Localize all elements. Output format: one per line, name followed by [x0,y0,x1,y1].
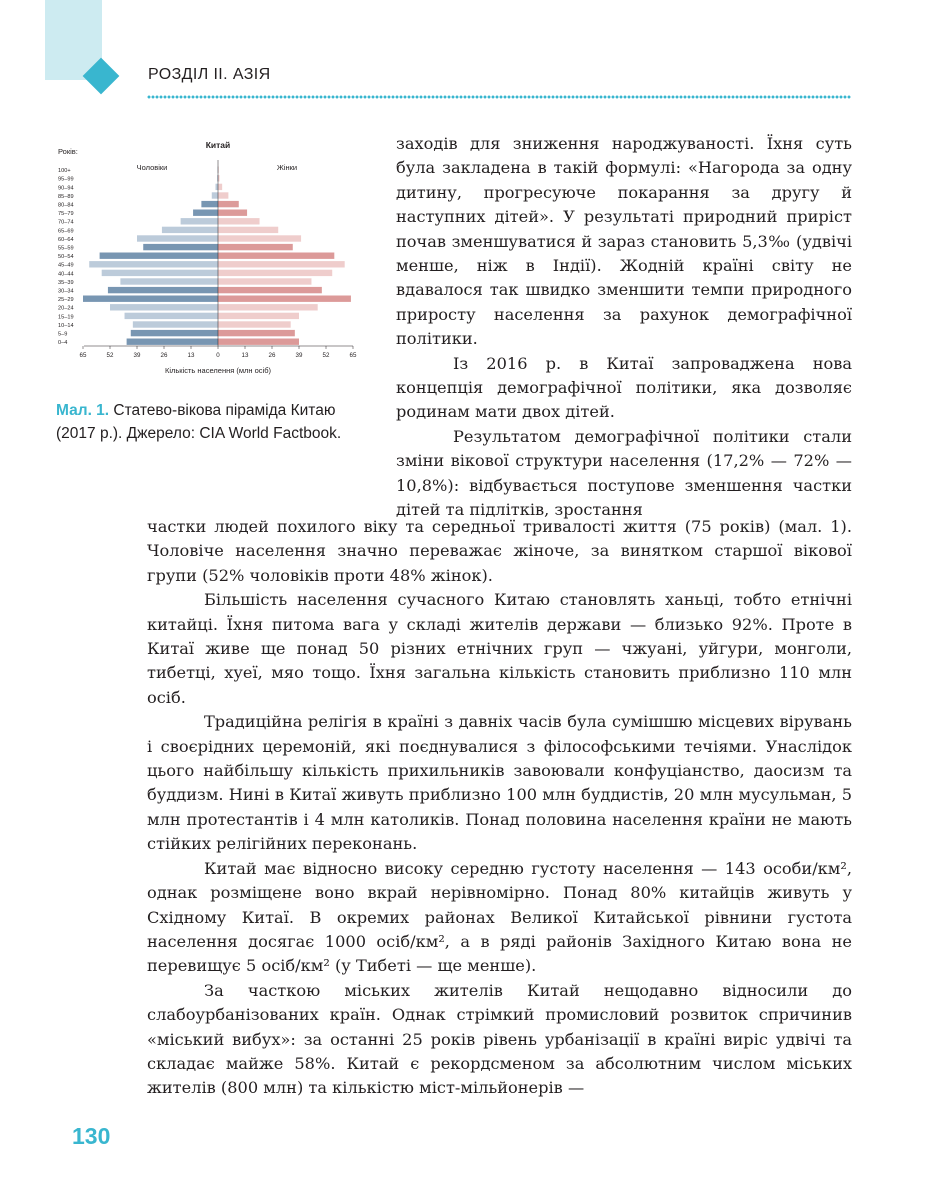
pyramid-bar-female [218,330,295,336]
paragraph: Більшість населення сучасного Китаю становлять ханьці, тобто етнічні китайці. Їхня питома вага у складі жителів держави — близько 92%. Проте в Китаї живе ще понад 50 різних етнічних груп — чжуані, уйгури, монголи, тибетці, хуеї, мяо тощо. Їхня загальна кількість становить приблизно 110 млн осіб. [147,590,852,707]
age-group-label: 95–99 [58,176,74,183]
age-group-label: 85–89 [58,193,74,200]
x-tick-label: 39 [133,352,141,359]
pyramid-bar-male [143,244,218,250]
age-group-label: 5–9 [58,331,68,338]
paragraph: Китай має відносно високу середню густоту населення — 143 особи/км², однак розміщене воно вкрай нерівномірно. Понад 80% китайців живуть у Східному Китаї. В окремих районах Великої Китайської рівнини густота населення досягає 1000 осіб/км², а в ряді районів Західного Китаю вона не перевищує 5 осіб/км² (у Тибеті — ще менше). [147,858,852,976]
age-group-label: 20–24 [58,305,74,312]
chart-xlabel: Кількість населення (млн осіб) [164,366,272,375]
pyramid-bar-female [218,210,247,216]
pyramid-bar-male [131,330,218,336]
pyramid-bar-male [120,278,218,284]
age-group-label: 100+ [58,168,71,175]
pyramid-bar-male [125,313,218,319]
chart-ylabel: Років: [58,147,78,156]
paragraph: Із 2016 р. в Китаї запроваджена нова концепція демографічної політики, яка дозволяє родинам мати двох дітей. [396,353,852,422]
pyramid-bar-male [83,296,218,302]
pyramid-bar-female [218,321,291,327]
pyramid-bar-female [218,270,332,276]
pyramid-bar-female [218,253,334,259]
paragraph: Результатом демографічної політики стали зміни вікової структури населення (17,2% — 72% — 10,8%): відбувається поступове зменшення частки дітей та підлітків, зростання [396,426,852,520]
pyramid-bar-female [218,201,239,207]
pyramid-bar-female [218,235,301,241]
x-tick-label: 26 [160,352,168,359]
pyramid-bar-male [193,210,218,216]
pyramid-bar-male [216,184,218,190]
x-tick-label: 39 [295,352,303,359]
section-title: РОЗДІЛ ІІ. АЗІЯ [148,66,271,83]
dotted-divider [147,94,851,100]
pyramid-bar-male [133,321,218,327]
x-tick-label: 13 [187,352,195,359]
pyramid-bar-female [218,296,351,302]
age-group-label: 30–34 [58,288,74,295]
figure-caption [56,399,356,445]
pyramid-bar-male [137,235,218,241]
x-tick-label: 52 [322,352,330,359]
pyramid-bar-female [218,244,293,250]
pyramid-bar-female [218,278,311,284]
population-pyramid-chart [56,138,366,380]
x-tick-label: 65 [79,352,87,359]
caption-text: Статево-вікова піраміда Китаю (2017 р.). Джерело: CIA World Factbook. [56,402,342,442]
age-group-label: 50–54 [58,254,74,261]
x-tick-label: 65 [349,352,357,359]
x-tick-label: 52 [106,352,114,359]
age-group-label: 10–14 [58,322,74,329]
pyramid-bar-male [108,287,218,293]
age-group-label: 70–74 [58,219,74,226]
paragraph: Традиційна релігія в країні з давніх часів була сумішшю місцевих вірувань і своєрідних церемоній, які поєднувалися з філософськими течіями. Унаслідок цього найбільшу кількість прихильників завоювали конфуціанство, даосизм та буддизм. Нині в Китаї живуть приблизно 100 млн буддистів, 20 млн мусульман, 5 млн протестантів і 4 млн католиків. Понад половина населення країни не мають стійких релігійних переконань. [147,712,852,854]
pyramid-bar-male [110,304,218,310]
pyramid-bar-female [218,287,322,293]
chart-right-label: Жінки [276,163,298,172]
pyramid-bar-female [218,304,318,310]
pyramid-bar-male [127,339,218,345]
pyramid-bar-female [218,313,299,319]
age-group-label: 65–69 [58,228,74,235]
age-group-label: 80–84 [58,202,74,209]
age-group-label: 75–79 [58,211,74,218]
age-group-label: 15–19 [58,314,74,321]
age-group-label: 90–94 [58,185,74,192]
pyramid-bar-male [162,227,218,233]
age-group-label: 35–39 [58,279,74,286]
x-tick-label: 13 [241,352,249,359]
pyramid-bar-female [218,261,345,267]
pyramid-bar-male [181,218,218,224]
caption-label: Мал. 1. [56,402,110,419]
text-column-main [147,515,852,1101]
text-column-top [396,132,852,523]
pyramid-bar-male [100,253,218,259]
pyramid-bar-male [89,261,218,267]
x-tick-label: 26 [268,352,276,359]
chart-left-label: Чоловіки [136,163,168,172]
age-group-label: 25–29 [58,297,74,304]
page-number: 130 [72,1123,111,1149]
paragraph: заходів для зниження народжуваності. Їхня суть була закладена в такій формулі: «Нагорода за одну дитину, прогресуюче покарання за другу й наступних дітей». У результаті природний приріст почав зменшуватися й зараз становить 5,3‰ (удвічі менше, ніж в Індії). Жодній країні світу не вдавалося так швидко зменшити темпи природного приросту населення за рахунок демографічної політики. [396,134,852,349]
pyramid-bar-female [218,184,222,190]
pyramid-bar-female [218,218,260,224]
chart-title: Китай [205,140,231,150]
paragraph: частки людей похилого віку та середньої тривалості життя (75 років) (мал. 1). Чоловіче населення значно переважає жіноче, за винятком старшої вікової групи (52% чоловіків проти 48% жінок). [147,517,852,585]
age-group-label: 55–59 [58,245,74,252]
pyramid-bar-female [218,227,278,233]
age-group-label: 60–64 [58,236,74,243]
age-group-label: 40–44 [58,271,74,278]
pyramid-bar-female [218,192,228,198]
pyramid-bar-male [212,192,218,198]
age-group-label: 0–4 [58,340,68,347]
paragraph: За часткою міських жителів Китай нещодавно відносили до слабоурбанізованих країн. Однак стрімкий промисловий розвиток спричинив «міський вибух»: за останні 25 років рівень урбанізації в країні виріс удвічі та складає майже 58%. Китай є рекордсменом за абсолютним числом міських жителів (800 млн) та кількістю міст-мільйонерів — [147,980,852,1098]
x-tick-label: 0 [216,352,220,359]
pyramid-bar-female [218,339,299,345]
pyramid-bar-male [201,201,218,207]
age-group-label: 45–49 [58,262,74,269]
pyramid-bar-male [102,270,218,276]
